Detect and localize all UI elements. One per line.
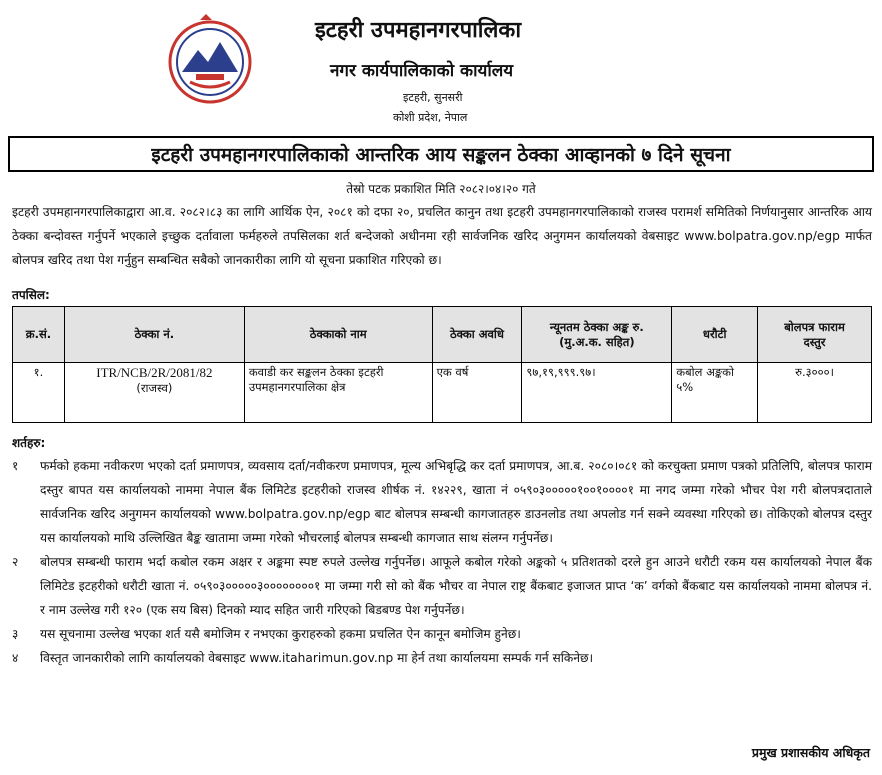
office-location: इटहरी, सुनसरी	[403, 91, 463, 104]
cell-contract-no-sub: (राजस्व)	[136, 381, 173, 395]
tender-table	[12, 306, 872, 423]
header-duration: ठेक्का अवधि	[432, 307, 522, 363]
terms-label: शर्तहरु:	[12, 436, 46, 450]
cell-contract-no-code: ITR/NCB/2R/2081/82	[96, 365, 213, 380]
header-deposit: धरौटी	[672, 307, 758, 363]
term-number: ४	[12, 651, 19, 665]
cell-contract-no	[64, 363, 244, 423]
term-number: १	[12, 459, 19, 473]
table-header-row	[13, 307, 872, 363]
signatory-title: प्रमुख प्रशासकीय अधिकृत	[751, 745, 870, 760]
term-number: २	[12, 555, 19, 569]
office-title: नगर कार्यपालिकाको कार्यालय	[330, 61, 514, 81]
cell-sn: १.	[13, 363, 65, 423]
nepal-government-emblem-icon	[160, 12, 260, 108]
notice-title-banner	[8, 136, 874, 172]
header-min-amount-line2: (मु.अ.क. सहित)	[559, 334, 635, 349]
terms-list	[12, 454, 872, 670]
term-item-1	[12, 454, 872, 550]
header-min-amount-line1: न्यूनतम ठेक्का अङ्क रु.	[549, 319, 644, 334]
header-form-fee	[758, 307, 872, 363]
term-number: ३	[12, 627, 19, 641]
term-text: यस सूचनामा उल्लेख भएका शर्त यसै बमोजिम र नभएका कुराहरुको हकमा प्रचलित ऐन कानून बमोजिम हुनेछ।	[40, 627, 521, 641]
table-row	[13, 363, 872, 423]
term-text: बोलपत्र सम्बन्धी फाराम भर्दा कबोल रकम अक्षर र अङ्कमा स्पष्ट रुपले उल्लेख गर्नुपर्नेछ। आफूले कबोल गरेको अङ्कको ५ प्रतिशतको दरले हुन आउने धरौटी रकम यस कार्यालयको नेपाल बैंक लिमिटेड इटहरीको धरौटी खाता नं. ०५९०३०००००३००००००००१ मा जम्मा गरी सो को बैंक भौचर वा नेपाल राष्ट्र बैंकबाट इजाजत प्राप्त ‘क’ वर्गको बैंकबाट यस कार्यालयको नाममा बोलपत्र नं. र नाम उल्लेख गरी १२० (एक सय बिस) दिनको म्याद सहित जारी गरिएको बिडबण्ड पेश गर्नुपर्नेछ।	[40, 555, 872, 617]
schedule-label: तपसिल:	[12, 288, 50, 302]
term-text: फर्मको हकमा नवीकरण भएको दर्ता प्रमाणपत्र, व्यवसाय दर्ता/नवीकरण प्रमाणपत्र, मूल्य अभिबृद्धि कर दर्ता प्रमाणपत्र, आ.ब. २०८०।०८१ को करचुक्ता प्रमाण पत्रको प्रतिलिपि, बोलपत्र फाराम दस्तुर बापत यस कार्यालयको नाममा नेपाल बैंक लिमिटेड इटहरीको राजस्व शीर्षक नं. १४२२९, खाता नं ०५९०३०००००१००१००००१ मा नगद जम्मा गरेको भौचर पेश गरी बोलपत्रदाताले सार्वजनिक खरिद अनुगमन कार्यालयको www.bolpatra.gov.np/egp बाट बोलपत्र सम्बन्धी कागजातहरु डाउनलोड तथा अपलोड गर्न सक्ने व्यवस्था गरिएको छ। तोकिएको बोलपत्र दस्तुर यस कार्यालयको माथि उल्लिखित बैङ्क खातामा जम्मा गरेको भौचरलाई बोलपत्र सम्बन्धी कागजात साथ संलग्न गर्नुपर्नेछ।	[40, 459, 872, 545]
header-min-amount	[522, 307, 672, 363]
intro-paragraph: इटहरी उपमहानगरपालिकाद्वारा आ.व. २०८२।८३ का लागि आर्थिक ऐन, २०८१ को दफा २०, प्रचलित कानुन तथा इटहरी उपमहानगरपालिकाको राजस्व परामर्श समितिको निर्णयानुसार आन्तरिक आय ठेक्का बन्दोवस्त गर्नुपर्ने भएकाले इच्छुक दर्तावाला फर्महरुले तपसिलका शर्त बन्देजको अधीनमा रही सार्वजनिक खरिद अनुगमन कार्यालयको वेबसाइट www.bolpatra.gov.np/egp मार्फत बोलपत्र खरिद तथा पेश गर्नुहुन सम्बन्धित सबैको जानकारीका लागि यो सूचना प्रकाशित गरिएको छ।	[12, 205, 872, 267]
header-contract-name: ठेक्काको नाम	[244, 307, 432, 363]
header-form-fee-line1: बोलपत्र फाराम	[784, 319, 845, 334]
publication-date: तेस्रो पटक प्रकाशित मिति २०८२।०४।२० गते	[346, 182, 536, 196]
cell-duration: एक वर्ष	[432, 363, 522, 423]
cell-min-amount: ९७,१९,९९९.९७।	[522, 363, 672, 423]
term-item-4	[12, 646, 872, 670]
cell-contract-name: कवाडी कर सङ्कलन ठेक्का इटहरी उपमहानगरपालिका क्षेत्र	[244, 363, 432, 423]
header-contract-no: ठेक्का नं.	[64, 307, 244, 363]
term-text: विस्तृत जानकारीको लागि कार्यालयको वेबसाइट www.itaharimun.gov.np मा हेर्न तथा कार्यालयमा सम्पर्क गर्न सकिनेछ।	[40, 651, 594, 665]
term-item-2	[12, 550, 872, 622]
header-form-fee-line2: दस्तुर	[803, 334, 826, 349]
header-sn: क्र.सं.	[13, 307, 65, 363]
municipality-title: इटहरी उपमहानगरपालिका	[315, 18, 522, 43]
cell-deposit: कबोल अङ्कको ५%	[672, 363, 758, 423]
notice-title: इटहरी उपमहानगरपालिकाको आन्तरिक आय सङ्कलन ठेक्का आव्हानको ७ दिने सूचना	[151, 144, 731, 166]
letterhead	[0, 0, 882, 140]
office-province: कोशी प्रदेश, नेपाल	[393, 111, 468, 124]
cell-form-fee: रु.३०००।	[758, 363, 872, 423]
term-item-3	[12, 622, 872, 646]
